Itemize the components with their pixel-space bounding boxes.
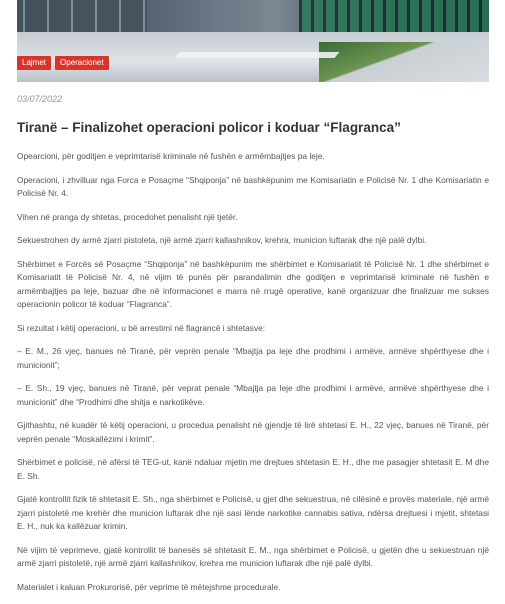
paragraph: Shërbimet e policisë, në afërsi të TEG-ut, kanë ndaluar mjetin me drejtues shtetasin E. H., dhe me pasagjer shtetasit E. M dhe E. Sh. — [17, 457, 489, 481]
paragraph: Sekuestrohen dy armë zjarri pistoleta, një armë zjarri kallashnikov, krehra, municion luftarak dhe një palë dylbi. — [17, 235, 427, 245]
paragraph: Opearcioni, për goditjen e veprimtarisë kriminale në fushën e armëmbajtjes pa leje. — [17, 151, 325, 161]
tag-lajmet[interactable]: Lajmet — [17, 56, 51, 70]
paragraph: Gjithashtu, në kuadër të këtij operacioni, u procedua penalisht në gjendje të lirë shtetasi E. H., 22 vjeç, banues në Tiranë, për veprën penale “Moskallëzimi i krimit”. — [17, 420, 489, 444]
article-body — [17, 93, 489, 604]
paragraph: Operacioni, i zhvilluar nga Forca e Posaçme “Shqiponja” në bashkëpunim me Komisariatin e Policisë Nr. 1 dhe Komisariatin e Policisë Nr. 4. — [17, 174, 489, 198]
hero-grass — [319, 42, 489, 82]
paragraph: Shërbimet e Forcës së Posaçme “Shqiponja” në bashkëpunim me shërbimet e Komisariatit të Policisë Nr. 1 dhe shërbimet e Komisariatit të Policisë Nr. 4, në vijim të punës për parandalimin dhe goditjen e veprimtarisë kriminale në fushën e armëmbajtjes pa leje, bazuar dhe në informacionet e marra në rrugë operative, kanë organizuar dhe finalizuar me sukses operacionin policor të koduar “Flagranca”. — [17, 258, 489, 309]
paragraph: Në vijim të veprimeve, gjatë kontrollit të banesës së shtetasit E. M., nga shërbimet e Policisë, u gjetën dhe u sekuestruan një armë zjarri pistoletë, një armë zjarri kallashnikov, krehra me municion luftarak dhe një palë dylbi. — [17, 544, 489, 568]
paragraph: Vihen në pranga dy shtetas, procedohet penalisht një tjetër. — [17, 211, 238, 222]
paragraph: Si rezultat i këtij operacioni, u bë arrestimi në flagrancë i shtetasve: — [17, 322, 266, 333]
hero-road-marking — [174, 52, 339, 58]
paragraph: Materialet i kaluan Prokurorisë, për veprime të mëtejshme procedurale. — [17, 581, 281, 592]
paragraph: – E. M., 26 vjeç, banues në Tiranë, për veprën penale “Mbajtja pa leje dhe prodhimi i armëve, armëve shpërthyese dhe i municionit”; — [17, 346, 489, 370]
article-date: 03/07/2022 — [17, 94, 63, 104]
paragraph: – E. Sh., 19 vjeç, banues në Tiranë, për veprat penale “Mbajtja pa leje dhe prodhimi i armëve, armëve shpërthyese dhe i municionit” dhe “Prodhimi dhe shitja e narkotikëve. — [17, 383, 489, 407]
article-title: Tiranë – Finalizohet operacioni policor i koduar “Flagranca” — [17, 120, 401, 135]
tag-operacionet[interactable]: Operacionet — [55, 56, 109, 70]
category-tags — [17, 56, 109, 70]
paragraph: Gjatë kontrollit fizik të shtetasit E. Sh., nga shërbimet e Policisë, u gjet dhe sekuestrua, në cilësinë e provës materiale, një armë zjarri pistoletë me krehër dhe municion luftarak dhe një sasi lënde narkotike cannabis sativa, ndërsa drejtuesi i mjetit, shtetasi E. H., nuk ka kallëzuar krimin. — [17, 494, 489, 531]
